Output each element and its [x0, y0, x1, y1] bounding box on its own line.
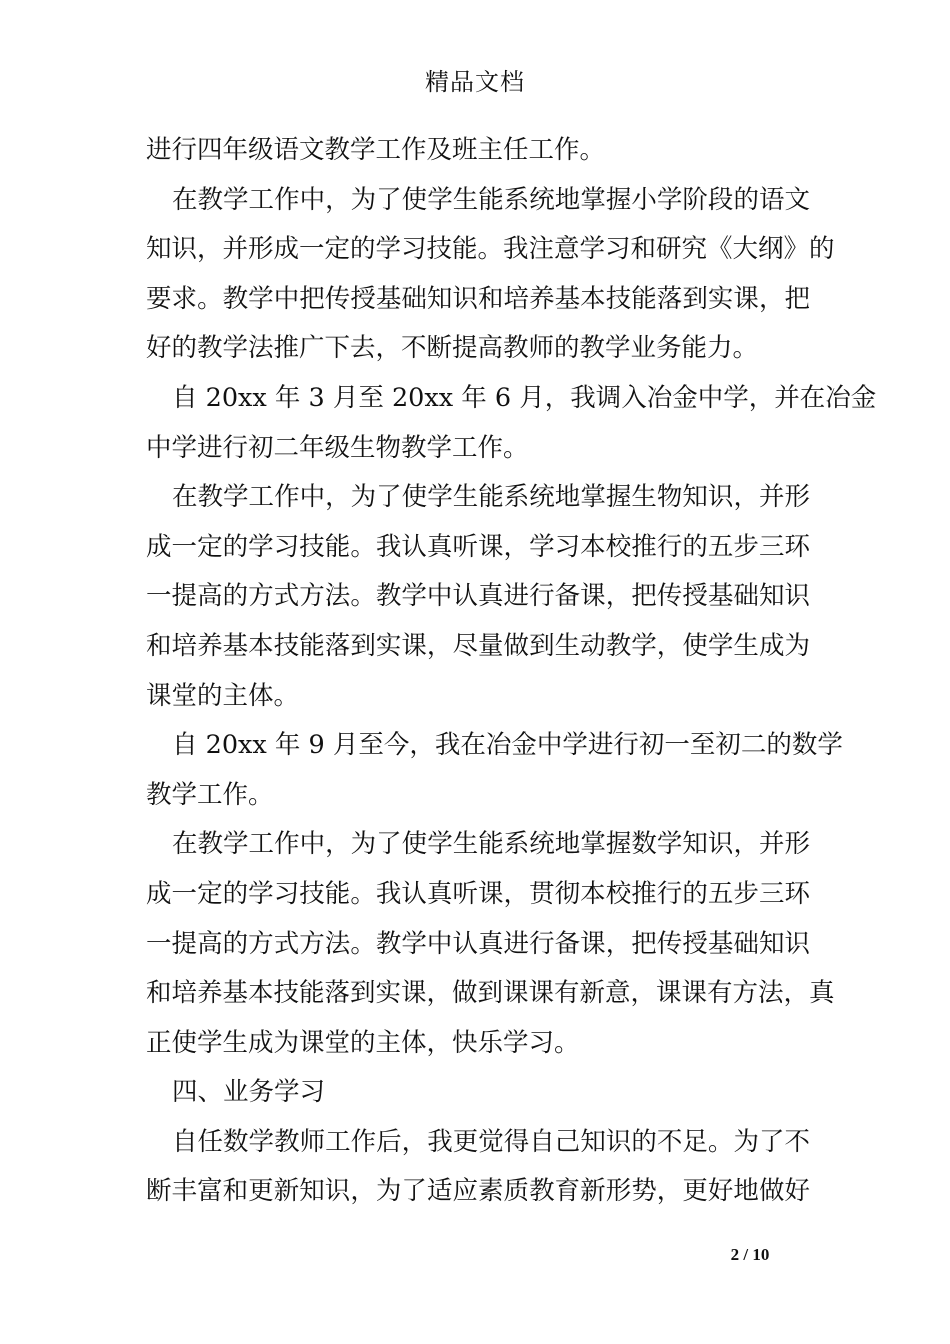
page-number: 2 / 10: [730, 1245, 770, 1264]
section-heading: 四、业务学习: [172, 1077, 326, 1108]
text-line: 在教学工作中，为了使学生能系统地掌握生物知识，并形: [172, 482, 810, 513]
text-line: 教学工作。: [146, 779, 274, 810]
text-line: 断丰富和更新知识，为了适应素质教育新形势，更好地做好: [146, 1176, 810, 1207]
text-line: 好的教学法推广下去，不断提高教师的教学业务能力。: [146, 333, 759, 364]
text-line: 在教学工作中，为了使学生能系统地掌握数学知识，并形: [172, 829, 810, 860]
text-line: 自 20xx 年 9 月至今，我在冶金中学进行初一至初二的数学: [172, 730, 843, 761]
text-line: 和培养基本技能落到实课，做到课课有新意，课课有方法，真: [146, 978, 835, 1009]
document-body: [146, 126, 877, 1217]
text-line: 要求。教学中把传授基础知识和培养基本技能落到实课，把: [146, 283, 810, 314]
text-line: 中学进行初二年级生物教学工作。: [146, 432, 529, 463]
text-line: 进行四年级语文教学工作及班主任工作。: [146, 135, 606, 165]
text-line: 自任数学教师工作后，我更觉得自己知识的不足。为了不: [172, 1126, 810, 1157]
text-line: 正使学生成为课堂的主体，快乐学习。: [146, 1027, 580, 1058]
text-line: 成一定的学习技能。我认真听课，学习本校推行的五步三环: [146, 531, 810, 562]
text-line: 成一定的学习技能。我认真听课，贯彻本校推行的五步三环: [146, 878, 810, 909]
text-line: 和培养基本技能落到实课，尽量做到生动教学，使学生成为: [146, 630, 810, 661]
text-line: 一提高的方式方法。教学中认真进行备课，把传授基础知识: [146, 581, 810, 612]
text-line: 课堂的主体。: [146, 680, 300, 711]
text-line: 知识，并形成一定的学习技能。我注意学习和研究《大纲》的: [146, 234, 835, 265]
page-header: 精品文档: [425, 68, 525, 96]
text-line: 在教学工作中，为了使学生能系统地掌握小学阶段的语文: [172, 184, 810, 215]
text-line: 一提高的方式方法。教学中认真进行备课，把传授基础知识: [146, 928, 810, 959]
text-line: 自 20xx 年 3 月至 20xx 年 6 月，我调入冶金中学，并在冶金: [172, 382, 877, 413]
